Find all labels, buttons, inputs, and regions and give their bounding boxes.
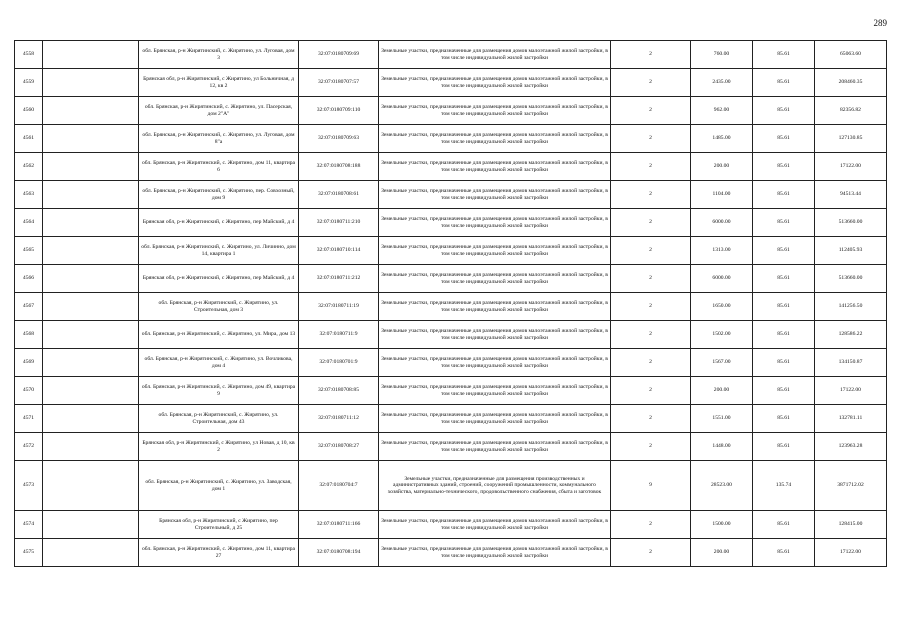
- table-row: [15, 125, 887, 153]
- cadastral-number-cell: 32:07:0180711:210: [299, 209, 379, 237]
- land-registry-table: [14, 40, 887, 567]
- address-cell: обл. Брянская, р-н Жирятинский, с. Жирятино, ул. Вочликова, дом 4: [139, 349, 299, 377]
- rate-cell: 85.61: [753, 511, 815, 539]
- address-cell: обл. Брянская, р-н Жирятинский, с. Жирятино, дом 11, квартира 6: [139, 153, 299, 181]
- rate-cell: 85.61: [753, 97, 815, 125]
- address-cell: обл. Брянская, р-н Жирятинский, с. Жирятино, ул. Заводская, дом 1: [139, 461, 299, 511]
- cadastral-number-cell: 32:07:0180711:12: [299, 405, 379, 433]
- category-code-cell: 2: [611, 511, 691, 539]
- category-code-cell: 2: [611, 539, 691, 567]
- category-code-cell: 2: [611, 433, 691, 461]
- cadastral-number-cell: 32:07:0180709:110: [299, 97, 379, 125]
- cadastral-number-cell: 32:07:0180709:63: [299, 125, 379, 153]
- land-category-cell: Земельные участки, предназначенные для размещения домов малоэтажной жилой застройки, в том числе индивидуальной жилой застройки: [379, 321, 611, 349]
- blank-cell: [43, 153, 139, 181]
- blank-cell: [43, 41, 139, 69]
- land-category-cell: Земельные участки, предназначенные для размещения производственных и административных зданий, строений, сооружений промышленности, коммунального хозяйства, материально-технического, продовольственного снабжения, сбыта и заготовок: [379, 461, 611, 511]
- row-number: 4575: [15, 539, 43, 567]
- category-code-cell: 2: [611, 349, 691, 377]
- table-row: [15, 433, 887, 461]
- area-cell: 200.00: [691, 153, 753, 181]
- address-cell: обл. Брянская, р-н Жирятинский, с. Жирятино, дом 11, квартира 27: [139, 539, 299, 567]
- blank-cell: [43, 511, 139, 539]
- category-code-cell: 2: [611, 97, 691, 125]
- rate-cell: 85.61: [753, 69, 815, 97]
- address-cell: Брянская обл, р-н Жирятинский, с Жирятино, ул Больничная, д 12, кв 2: [139, 69, 299, 97]
- cadastral-value-cell: 123963.28: [815, 433, 887, 461]
- cadastral-value-cell: 513660.00: [815, 209, 887, 237]
- cadastral-number-cell: 32:07:0180711:212: [299, 265, 379, 293]
- row-number: 4574: [15, 511, 43, 539]
- area-cell: 760.00: [691, 41, 753, 69]
- category-code-cell: 2: [611, 181, 691, 209]
- rate-cell: 85.61: [753, 153, 815, 181]
- land-category-cell: Земельные участки, предназначенные для размещения домов малоэтажной жилой застройки, в том числе индивидуальной жилой застройки: [379, 153, 611, 181]
- table-row: [15, 181, 887, 209]
- land-category-cell: Земельные участки, предназначенные для размещения домов малоэтажной жилой застройки, в том числе индивидуальной жилой застройки: [379, 433, 611, 461]
- row-number: 4570: [15, 377, 43, 405]
- rate-cell: 85.61: [753, 265, 815, 293]
- land-category-cell: Земельные участки, предназначенные для размещения домов малоэтажной жилой застройки, в том числе индивидуальной жилой застройки: [379, 41, 611, 69]
- blank-cell: [43, 321, 139, 349]
- area-cell: 1485.00: [691, 125, 753, 153]
- land-category-cell: Земельные участки, предназначенные для размещения домов малоэтажной жилой застройки, в том числе индивидуальной жилой застройки: [379, 293, 611, 321]
- area-cell: 200.00: [691, 377, 753, 405]
- land-category-cell: Земельные участки, предназначенные для размещения домов малоэтажной жилой застройки, в том числе индивидуальной жилой застройки: [379, 237, 611, 265]
- address-cell: Брянская обл, р-н Жирятинский, с Жирятино, пер Майский, д 4: [139, 209, 299, 237]
- area-cell: 1567.00: [691, 349, 753, 377]
- table-row: [15, 265, 887, 293]
- blank-cell: [43, 265, 139, 293]
- land-category-cell: Земельные участки, предназначенные для размещения домов малоэтажной жилой застройки, в том числе индивидуальной жилой застройки: [379, 181, 611, 209]
- area-cell: 1502.00: [691, 321, 753, 349]
- area-cell: 200.00: [691, 539, 753, 567]
- table-row: [15, 69, 887, 97]
- blank-cell: [43, 405, 139, 433]
- rate-cell: 85.61: [753, 237, 815, 265]
- address-cell: обл. Брянская, р-н Жирятинский, с. Жирятино, ул. Личинно, дом 14, квартира 1: [139, 237, 299, 265]
- area-cell: 1104.00: [691, 181, 753, 209]
- category-code-cell: 2: [611, 69, 691, 97]
- cadastral-value-cell: 128586.22: [815, 321, 887, 349]
- cadastral-value-cell: 141256.50: [815, 293, 887, 321]
- blank-cell: [43, 209, 139, 237]
- address-cell: обл. Брянская, р-н Жирятинский, с. Жирятино, ул. Мира, дом 13: [139, 321, 299, 349]
- cadastral-value-cell: 513660.00: [815, 265, 887, 293]
- rate-cell: 85.61: [753, 125, 815, 153]
- cadastral-value-cell: 3871712.02: [815, 461, 887, 511]
- land-category-cell: Земельные участки, предназначенные для размещения домов малоэтажной жилой застройки, в том числе индивидуальной жилой застройки: [379, 97, 611, 125]
- rate-cell: 85.61: [753, 433, 815, 461]
- address-cell: Брянская обл, р-н Жирятинский, с Жирятино, пер Строительный, д 25: [139, 511, 299, 539]
- blank-cell: [43, 69, 139, 97]
- area-cell: 6000.00: [691, 209, 753, 237]
- row-number: 4569: [15, 349, 43, 377]
- rate-cell: 85.61: [753, 321, 815, 349]
- land-category-cell: Земельные участки, предназначенные для размещения домов малоэтажной жилой застройки, в том числе индивидуальной жилой застройки: [379, 405, 611, 433]
- row-number: 4567: [15, 293, 43, 321]
- cadastral-value-cell: 82356.82: [815, 97, 887, 125]
- row-number: 4562: [15, 153, 43, 181]
- table-row: [15, 41, 887, 69]
- table-row: [15, 349, 887, 377]
- cadastral-number-cell: 32:07:0180708:188: [299, 153, 379, 181]
- cadastral-number-cell: 32:07:0180711:166: [299, 511, 379, 539]
- row-number: 4558: [15, 41, 43, 69]
- row-number: 4573: [15, 461, 43, 511]
- address-cell: обл. Брянская, р-н Жирятинский, с. Жирятино, ул. Строительная, дом 3: [139, 293, 299, 321]
- category-code-cell: 2: [611, 293, 691, 321]
- cadastral-value-cell: 112405.93: [815, 237, 887, 265]
- cadastral-value-cell: 17122.00: [815, 153, 887, 181]
- blank-cell: [43, 237, 139, 265]
- land-category-cell: Земельные участки, предназначенные для размещения домов малоэтажной жилой застройки, в том числе индивидуальной жилой застройки: [379, 349, 611, 377]
- cadastral-value-cell: 17122.00: [815, 539, 887, 567]
- table-row: [15, 293, 887, 321]
- rate-cell: 85.61: [753, 181, 815, 209]
- row-number: 4568: [15, 321, 43, 349]
- address-cell: обл. Брянская, р-н Жирятинский, с. Жирятино, ул. Строительная, дом 43: [139, 405, 299, 433]
- table-row: [15, 405, 887, 433]
- row-number: 4563: [15, 181, 43, 209]
- rate-cell: 85.61: [753, 293, 815, 321]
- address-cell: обл. Брянская, р-н Жирятинский, с. Жирятино, ул. Луговая, дом 8"а: [139, 125, 299, 153]
- blank-cell: [43, 349, 139, 377]
- cadastral-value-cell: 17122.00: [815, 377, 887, 405]
- category-code-cell: 9: [611, 461, 691, 511]
- table-row: [15, 539, 887, 567]
- cadastral-number-cell: 32:07:0180708:85: [299, 377, 379, 405]
- area-cell: 962.00: [691, 97, 753, 125]
- table-body: [15, 41, 887, 567]
- cadastral-value-cell: 94513.44: [815, 181, 887, 209]
- land-category-cell: Земельные участки, предназначенные для размещения домов малоэтажной жилой застройки, в том числе индивидуальной жилой застройки: [379, 69, 611, 97]
- row-number: 4566: [15, 265, 43, 293]
- land-category-cell: Земельные участки, предназначенные для размещения домов малоэтажной жилой застройки, в том числе индивидуальной жилой застройки: [379, 539, 611, 567]
- category-code-cell: 2: [611, 41, 691, 69]
- blank-cell: [43, 461, 139, 511]
- table-row: [15, 209, 887, 237]
- row-number: 4565: [15, 237, 43, 265]
- category-code-cell: 2: [611, 209, 691, 237]
- cadastral-number-cell: 32:07:0180708:27: [299, 433, 379, 461]
- row-number: 4561: [15, 125, 43, 153]
- blank-cell: [43, 97, 139, 125]
- row-number: 4571: [15, 405, 43, 433]
- table-row: [15, 511, 887, 539]
- cadastral-value-cell: 208460.35: [815, 69, 887, 97]
- table-row: [15, 97, 887, 125]
- area-cell: 1448.00: [691, 433, 753, 461]
- cadastral-value-cell: 65063.60: [815, 41, 887, 69]
- table-row: [15, 153, 887, 181]
- cadastral-number-cell: 32:07:0180701:9: [299, 349, 379, 377]
- blank-cell: [43, 181, 139, 209]
- blank-cell: [43, 293, 139, 321]
- row-number: 4559: [15, 69, 43, 97]
- blank-cell: [43, 433, 139, 461]
- row-number: 4560: [15, 97, 43, 125]
- cadastral-number-cell: 32:07:0180711:19: [299, 293, 379, 321]
- address-cell: Брянская обл, р-н Жирятинский, с Жирятино, пер Майский, д 4: [139, 265, 299, 293]
- land-category-cell: Земельные участки, предназначенные для размещения домов малоэтажной жилой застройки, в том числе индивидуальной жилой застройки: [379, 511, 611, 539]
- address-cell: Брянская обл, р-н Жирятинский, с Жирятино, ул Новая, д 10, кв 2: [139, 433, 299, 461]
- rate-cell: 85.61: [753, 41, 815, 69]
- cadastral-number-cell: 32:07:0180709:69: [299, 41, 379, 69]
- cadastral-value-cell: 128415.00: [815, 511, 887, 539]
- category-code-cell: 2: [611, 377, 691, 405]
- category-code-cell: 2: [611, 237, 691, 265]
- area-cell: 1650.00: [691, 293, 753, 321]
- area-cell: 1500.00: [691, 511, 753, 539]
- address-cell: обл. Брянская, р-н Жирятинский, с. Жирятино, ул. Пасерская, дом 2"А": [139, 97, 299, 125]
- rate-cell: 85.61: [753, 377, 815, 405]
- area-cell: 2435.00: [691, 69, 753, 97]
- category-code-cell: 2: [611, 405, 691, 433]
- cadastral-number-cell: 32:07:0180704:7: [299, 461, 379, 511]
- rate-cell: 135.74: [753, 461, 815, 511]
- cadastral-value-cell: 127130.85: [815, 125, 887, 153]
- cadastral-value-cell: 132781.11: [815, 405, 887, 433]
- rate-cell: 85.61: [753, 405, 815, 433]
- category-code-cell: 2: [611, 125, 691, 153]
- address-cell: обл. Брянская, р-н Жирятинский, с. Жирятино, пер. Совхозный, дом 9: [139, 181, 299, 209]
- category-code-cell: 2: [611, 321, 691, 349]
- area-cell: 6000.00: [691, 265, 753, 293]
- area-cell: 1551.00: [691, 405, 753, 433]
- blank-cell: [43, 125, 139, 153]
- cadastral-number-cell: 32:07:0180707:57: [299, 69, 379, 97]
- land-category-cell: Земельные участки, предназначенные для размещения домов малоэтажной жилой застройки, в том числе индивидуальной жилой застройки: [379, 265, 611, 293]
- category-code-cell: 2: [611, 153, 691, 181]
- table-row: [15, 461, 887, 511]
- blank-cell: [43, 377, 139, 405]
- table-row: [15, 321, 887, 349]
- cadastral-number-cell: 32:07:0180711:9: [299, 321, 379, 349]
- cadastral-number-cell: 32:07:0180708:194: [299, 539, 379, 567]
- category-code-cell: 2: [611, 265, 691, 293]
- address-cell: обл. Брянская, р-н Жирятинский, с. Жирятино, дом 49, квартира 9: [139, 377, 299, 405]
- blank-cell: [43, 539, 139, 567]
- rate-cell: 85.61: [753, 349, 815, 377]
- row-number: 4572: [15, 433, 43, 461]
- table-row: [15, 237, 887, 265]
- row-number: 4564: [15, 209, 43, 237]
- area-cell: 28523.00: [691, 461, 753, 511]
- address-cell: обл. Брянская, р-н Жирятинский, с. Жирятино, ул. Луговая, дом 3: [139, 41, 299, 69]
- area-cell: 1313.00: [691, 237, 753, 265]
- cadastral-number-cell: 32:07:0180708:61: [299, 181, 379, 209]
- rate-cell: 85.61: [753, 539, 815, 567]
- cadastral-value-cell: 134150.87: [815, 349, 887, 377]
- cadastral-number-cell: 32:07:0180710:114: [299, 237, 379, 265]
- rate-cell: 85.61: [753, 209, 815, 237]
- page-number: 289: [873, 18, 887, 28]
- land-category-cell: Земельные участки, предназначенные для размещения домов малоэтажной жилой застройки, в том числе индивидуальной жилой застройки: [379, 209, 611, 237]
- land-category-cell: Земельные участки, предназначенные для размещения домов малоэтажной жилой застройки, в том числе индивидуальной жилой застройки: [379, 125, 611, 153]
- land-category-cell: Земельные участки, предназначенные для размещения домов малоэтажной жилой застройки, в том числе индивидуальной жилой застройки: [379, 377, 611, 405]
- table-row: [15, 377, 887, 405]
